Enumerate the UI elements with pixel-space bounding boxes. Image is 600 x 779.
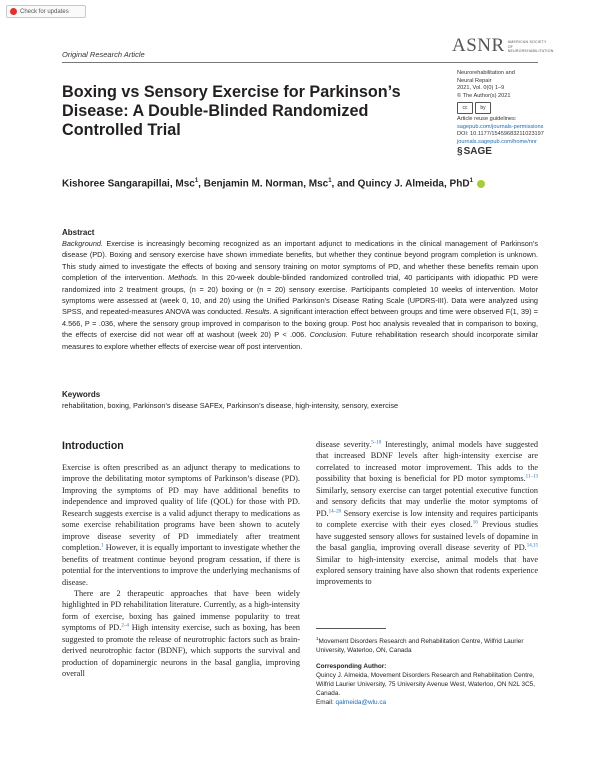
intro-p3-text: disease severity. <box>316 440 372 449</box>
update-icon <box>10 8 17 15</box>
intro-paragraph-2 <box>62 588 300 680</box>
intro-p1-text: However, it is equally important to investigate whether the benefits of treatment continue beyond program cessation, if there is potential for the interventions to improve the underlying mechanisms of disease. <box>62 543 300 587</box>
abstract-heading: Abstract <box>62 228 95 237</box>
doi[interactable]: DOI: 10.1177/15459683211023197 <box>457 131 544 137</box>
results-text: A significant interaction effect between groups and time were observed F(1, 39) = 4.566, P = .036, where the sensory group improved in comparison to the boxing group. Post hoc analysis revealed that in comparison to boxing, the effects of exercise did not wear off at washout (week 20) P < .006. <box>62 307 539 340</box>
keywords-section <box>62 389 538 411</box>
methods-label: Methods. <box>168 273 199 283</box>
corresponding-author-heading: Corresponding Author: <box>316 663 387 670</box>
journal-link[interactable]: journals.sagepub.com/home/nnr <box>457 138 537 145</box>
author-separator: , <box>198 178 204 190</box>
sage-logo-text: SAGE <box>463 146 492 157</box>
author-1: Kishoree Sangarapillai, Msc <box>62 178 195 190</box>
email-link[interactable]: qalmeida@wlu.ca <box>335 699 387 706</box>
intro-p3-text: Similarly, sensory exercise can target potential executive function and sensory deficits that may underlie the motor symptoms of PD. <box>316 485 538 518</box>
reuse-label: Article reuse guidelines: <box>457 116 517 122</box>
journal-info <box>457 70 567 156</box>
author-3-affiliation: 1 <box>469 178 473 184</box>
intro-p2-text: There are 2 therapeutic approaches that have been widely highlighted in PD rehabilitation literature. Currently, as a high-intensity form of exercise, boxing has gained immense popularity to treat symptoms of PD. <box>62 588 300 633</box>
header-divider <box>62 62 538 63</box>
cc-license-icon: cc <box>457 102 473 114</box>
citation-link[interactable]: 11–13 <box>525 474 538 480</box>
check-updates-label: Check for updates <box>20 8 69 15</box>
keywords-text: rehabilitation, boxing, Parkinson’s disease SAFEx, Parkinson’s disease, high-intensity, sensory, exercise <box>62 401 399 410</box>
journal-copyright: © The Author(s) 2021 <box>457 92 511 99</box>
citation-link[interactable]: 5–10 <box>371 440 382 446</box>
author-2-affiliation: 1 <box>328 178 332 184</box>
journal-name-2: Neural Repair <box>457 77 492 84</box>
affiliation-note <box>316 634 538 655</box>
intro-p3-text: Similar to high-intensity exercise, animal models that have explored sensory training have also shown that rodents experience improvements to <box>316 554 538 587</box>
methods-text: In this 20-week double-blinded randomized controlled trial, 40 participants with idiopathic PD were randomized into 2 treatment groups, (n = 20) boxing or (n = 20) sensory exercise. Participants completed 10 weeks of intervention. Motor symptoms were assessed at (week 0, 10, and 20) using the Unified Parkinson’s Disease Rating Scale (UPDRS-III). Data were analyzed using SPSS, and repeated-measures ANOVA was conducted. <box>62 273 538 317</box>
body-column-right <box>316 439 538 588</box>
conclusion-text: Future rehabilitation research should incorporate similar measures to explore whether effects of exercise wear off post intervention. <box>62 330 538 351</box>
asnr-logo <box>452 35 554 57</box>
check-for-updates-button[interactable] <box>6 5 86 18</box>
sage-logo <box>457 148 567 156</box>
introduction-heading: Introduction <box>62 440 124 452</box>
author-1-affiliation: 1 <box>194 178 199 184</box>
author-2: Benjamin M. Norman, Msc <box>203 178 329 190</box>
affiliation-mark: 1 <box>316 636 319 641</box>
license-badges[interactable] <box>457 102 567 114</box>
intro-p1-text: Exercise is often prescribed as an adjunct therapy to medications to improve the debilitating motor symptoms of Parkinson’s disease (PD). Improving the symptoms of PD may have additional benefits to independence and improved quality of life (QOL) for those with PD. Research suggests exercise is a valid adjunct therapy to medications as some exercise rehabilitation programs have been shown to acutely improve disease severity of PD immediately after treatment completion. <box>62 463 300 553</box>
author-3: Quincy J. Almeida, PhD <box>357 178 470 190</box>
conclusion-label: Conclusion. <box>309 330 348 340</box>
abstract-text <box>62 238 538 352</box>
asnr-logo-text: ASNR <box>452 35 505 56</box>
citation-link[interactable]: 16 <box>472 520 478 526</box>
corresponding-author-email-line <box>316 698 538 707</box>
citation-link[interactable]: 1 <box>101 543 104 549</box>
citation-link[interactable]: 2–4 <box>121 623 129 629</box>
by-license-icon: by <box>475 102 491 114</box>
journal-volume: 2021, Vol. 0(0) 1–9 <box>457 85 505 91</box>
body-column-left <box>62 462 300 680</box>
intro-paragraph-1 <box>62 462 300 588</box>
citation-link[interactable]: 14,15 <box>526 543 538 549</box>
intro-p2-text: High intensity exercise, such as boxing, has been suggested to promote the release of neurotrophic factors such as brain-derived neurotrophic factor (BDNF), which supports the survival and production of dopaminergic neurons in the basal ganglia, improving overall <box>62 623 301 679</box>
keywords-heading: Keywords <box>62 390 101 399</box>
results-label: Results. <box>245 307 272 317</box>
abstract-section <box>62 227 538 352</box>
intro-p3-text: Interestingly, animal models have suggested that increased BDNF levels after high-intensity exercise are correlated to increased motor improvement. This adds to the possibility that boxing is beneficial for PD motor symptoms. <box>316 440 539 484</box>
asnr-logo-subtitle: AMERICAN SOCIETY OF NEUROREHABILITATION <box>507 40 554 53</box>
background-text: Exercise is increasingly becoming recognized as an important adjunct to medications in the clinical management of Parkinson’s disease (PD). Boxing and sensory exercise have shown immediate benefits, but whether they continue beyond program completion is unknown. This study aimed to investigate the effects of boxing and sensory training on motor symptoms of PD, and whether these benefits remain upon completion of the intervention. <box>62 239 538 283</box>
intro-p3-text: Previous studies have suggested sensory allows for sustained levels of dopamine in the basal ganglia, improving overall disease severity of PD. <box>316 520 538 553</box>
reuse-link[interactable]: sagepub.com/journals-permissions <box>457 123 544 130</box>
citation-link[interactable]: 14–20 <box>328 508 342 514</box>
intro-p3-text: Sensory exercise is low intensity and requires participants to complete exercise with their eyes closed. <box>316 508 538 530</box>
background-label: Background. <box>62 239 103 248</box>
author-list <box>62 178 485 189</box>
affiliation-text: Movement Disorders Research and Rehabilitation Centre, Wilfrid Laurier University, Waterloo, ON, Canada <box>316 638 524 655</box>
article-title: Boxing vs Sensory Exercise for Parkinson’s Disease: A Double-Blinded Randomized Controlled Trial <box>62 83 401 139</box>
sage-s-icon: § <box>457 146 463 157</box>
email-label: Email: <box>316 699 336 706</box>
footnote-divider <box>316 628 386 629</box>
intro-paragraph-continued <box>316 439 538 588</box>
corresponding-author-block <box>316 662 538 707</box>
corresponding-author-address: Quincy J. Almeida, Movement Disorders Research and Rehabilitation Centre, Wilfrid Laurier University, 75 University Avenue West, Waterloo, ON N2L 3C5, Canada. <box>316 672 536 697</box>
journal-name-1: Neurorehabilitation and <box>457 70 515 76</box>
article-type-label: Original Research Article <box>62 50 145 59</box>
author-separator: , and <box>331 178 358 190</box>
orcid-icon[interactable] <box>477 180 485 188</box>
